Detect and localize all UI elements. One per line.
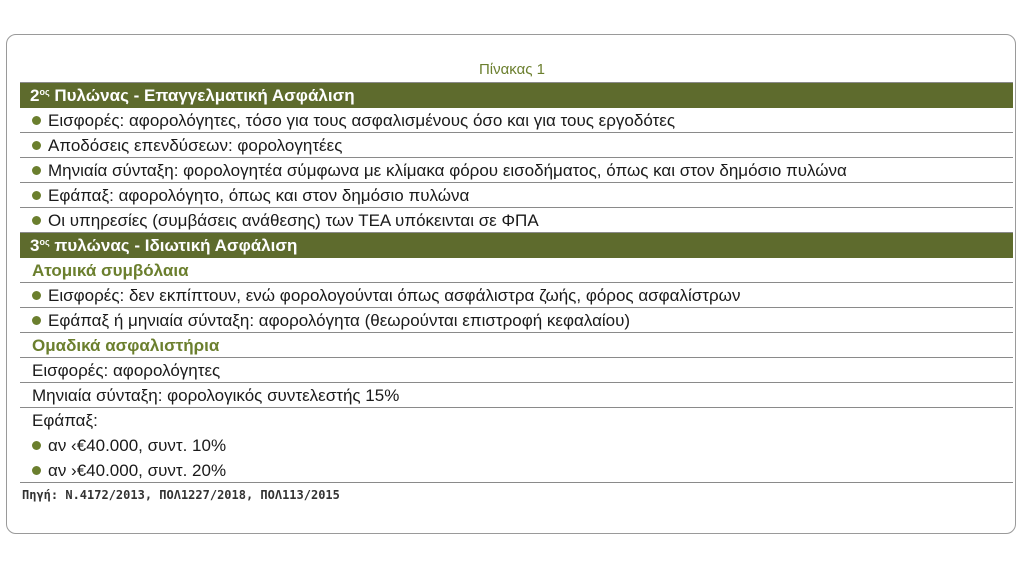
- pillar3-header: $3^{o\varsigma}$ πυλώνας - Ιδιωτική Ασφάλιση: [20, 233, 1013, 258]
- source-note: Πηγή: Ν.4172/2013, ΠΟΛ1227/2018, ΠΟΛ113/2015: [22, 488, 340, 502]
- individual-contracts-heading: Ατομικά συμβόλαια: [20, 258, 1013, 283]
- bullet-icon: [32, 191, 41, 200]
- table-title: Πίνακας 1: [478, 61, 546, 78]
- group-policies-heading: Ομαδικά ασφαλιστήρια: [20, 333, 1013, 358]
- list-item: Εφάπαξ: αφορολόγητο, όπως και στον δημόσιο πυλώνα: [20, 183, 1013, 208]
- list-item: Οι υπηρεσίες (συμβάσεις ανάθεσης) των ΤΕΑ υπόκεινται σε ΦΠΑ: [20, 208, 1013, 233]
- list-item: Εισφορές: αφορολόγητες, τόσο για τους ασφαλισμένους όσο και για τους εργοδότες: [20, 108, 1013, 133]
- bullet-icon: [32, 441, 41, 450]
- list-item: Αποδόσεις επενδύσεων: φορολογητέες: [20, 133, 1013, 158]
- list-item: Μηνιαία σύνταξη: φορολογητέα σύμφωνα με κλίμακα φόρου εισοδήματος, όπως και στον δημόσιο πυλώνα: [20, 158, 1013, 183]
- bullet-icon: [32, 316, 41, 325]
- table-frame: [6, 34, 1016, 534]
- tax-table: [20, 82, 1013, 508]
- bullet-icon: [32, 466, 41, 475]
- bullet-icon: [32, 116, 41, 125]
- bullet-icon: [32, 141, 41, 150]
- group-contributions: Εισφορές: αφορολόγητες: [20, 358, 1013, 383]
- pillar2-header: $2^{o\varsigma}$ Πυλώνας - Επαγγελματική Ασφάλιση: [20, 83, 1013, 108]
- bullet-icon: [32, 291, 41, 300]
- group-pension: Μηνιαία σύνταξη: φορολογικός συντελεστής 15%: [20, 383, 1013, 408]
- list-item: Εισφορές: δεν εκπίπτουν, ενώ φορολογούνται όπως ασφάλιστρα ζωής, φόρος ασφαλίστρων: [20, 283, 1013, 308]
- list-item: Εφάπαξ ή μηνιαία σύνταξη: αφορολόγητα (θεωρούνται επιστροφή κεφαλαίου): [20, 308, 1013, 333]
- bullet-icon: [32, 216, 41, 225]
- list-item: αν ‹€40.000, συντ. 10%: [20, 433, 1013, 458]
- list-item: αν ›€40.000, συντ. 20%: [20, 458, 1013, 483]
- bullet-icon: [32, 166, 41, 175]
- group-lump-sum: Εφάπαξ:: [32, 411, 98, 430]
